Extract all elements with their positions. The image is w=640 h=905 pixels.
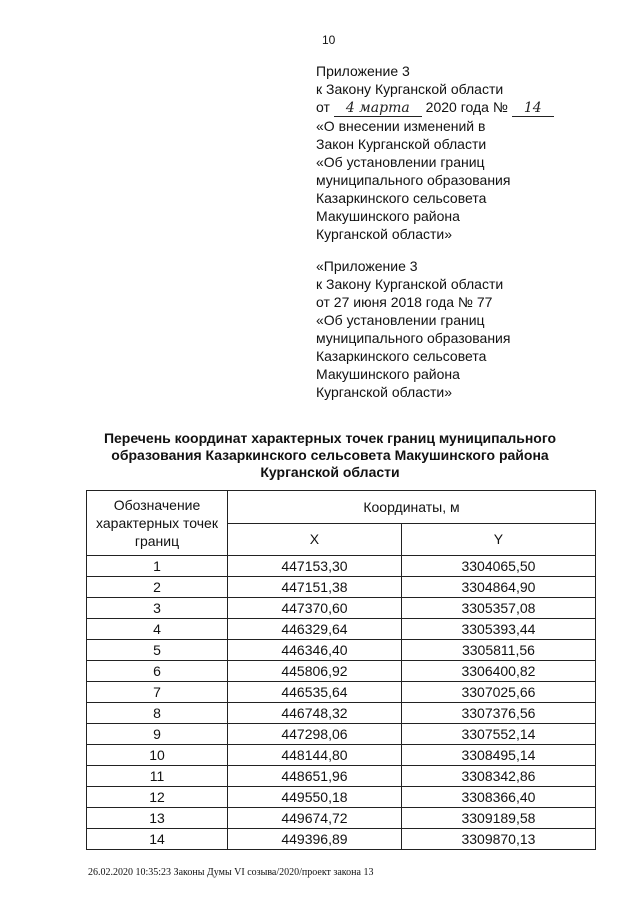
coord-y: 3308495,14	[401, 745, 595, 766]
header-designation-line: характерных точек	[96, 515, 218, 531]
header-designation-line: границ	[134, 533, 180, 549]
document-title	[60, 430, 600, 481]
point-number: 1	[87, 556, 228, 577]
table-row	[87, 745, 596, 766]
point-number: 13	[87, 808, 228, 829]
table-row	[87, 556, 596, 577]
coord-y: 3304065,50	[401, 556, 595, 577]
header-line: Макушинского района	[316, 208, 460, 224]
appendix-header-original	[316, 257, 510, 401]
header-line: Закон Курганской области	[316, 136, 487, 152]
coord-x: 446535,64	[228, 682, 402, 703]
coord-x: 445806,92	[228, 661, 402, 682]
coord-y: 3305357,08	[401, 598, 595, 619]
title-line: образования Казаркинского сельсовета Макушинского района	[111, 447, 549, 463]
from-label: от	[316, 99, 330, 115]
point-number: 3	[87, 598, 228, 619]
header-line: Приложение 3	[316, 63, 410, 79]
header-coordinates: Координаты, м	[228, 491, 596, 524]
coord-x: 449550,18	[228, 787, 402, 808]
coord-x: 448651,96	[228, 766, 402, 787]
table-row	[87, 577, 596, 598]
point-number: 14	[87, 829, 228, 850]
coord-x: 447370,60	[228, 598, 402, 619]
table-row	[87, 661, 596, 682]
header-line: Курганской области»	[316, 384, 453, 400]
coord-x: 446748,32	[228, 703, 402, 724]
header-line: «Приложение 3	[316, 258, 418, 274]
header-line: к Закону Курганской области	[316, 81, 504, 97]
point-number: 11	[87, 766, 228, 787]
header-line: Казаркинского сельсовета	[316, 190, 487, 206]
page-number: 10	[322, 33, 336, 47]
header-designation-line: Обозначение	[113, 497, 201, 513]
coordinates-table	[86, 490, 596, 850]
coord-x: 446329,64	[228, 619, 402, 640]
table-row	[87, 766, 596, 787]
header-line: «Об установлении границ	[316, 154, 485, 170]
coord-x: 447153,30	[228, 556, 402, 577]
point-number: 12	[87, 787, 228, 808]
table-row	[87, 682, 596, 703]
table-row	[87, 598, 596, 619]
point-number: 7	[87, 682, 228, 703]
table-row	[87, 619, 596, 640]
coord-y: 3307376,56	[401, 703, 595, 724]
coord-x: 448144,80	[228, 745, 402, 766]
table-row	[87, 829, 596, 850]
coord-x: 447151,38	[228, 577, 402, 598]
header-line: муниципального образования	[316, 172, 511, 188]
table-row	[87, 724, 596, 745]
appendix-header-amendment	[316, 62, 554, 243]
point-number: 9	[87, 724, 228, 745]
coord-y: 3306400,82	[401, 661, 595, 682]
coord-x: 447298,06	[228, 724, 402, 745]
header-designation	[87, 491, 228, 556]
header-line: Макушинского района	[316, 366, 460, 382]
coord-y: 3308342,86	[401, 766, 595, 787]
point-number: 2	[87, 577, 228, 598]
header-y: Y	[401, 523, 595, 556]
point-number: 10	[87, 745, 228, 766]
header-line: муниципального образования	[316, 330, 511, 346]
header-x: X	[228, 523, 402, 556]
coord-y: 3308366,40	[401, 787, 595, 808]
point-number: 5	[87, 640, 228, 661]
header-line: от 27 июня 2018 года № 77	[316, 294, 493, 310]
coord-y: 3304864,90	[401, 577, 595, 598]
point-number: 6	[87, 661, 228, 682]
handwritten-number: 14	[512, 101, 554, 117]
coord-x: 446346,40	[228, 640, 402, 661]
header-line: «О внесении изменений в	[316, 118, 486, 134]
handwritten-date: 4 марта	[334, 101, 422, 117]
table-row	[87, 808, 596, 829]
coord-x: 449396,89	[228, 829, 402, 850]
header-line: Казаркинского сельсовета	[316, 348, 487, 364]
header-line: к Закону Курганской области	[316, 276, 504, 292]
title-line: Перечень координат характерных точек границ муниципального	[103, 430, 557, 446]
coord-y: 3307552,14	[401, 724, 595, 745]
year-text: 2020 года №	[425, 99, 508, 115]
coord-y: 3309189,58	[401, 808, 595, 829]
coord-y: 3305393,44	[401, 619, 595, 640]
coord-y: 3305811,56	[401, 640, 595, 661]
table-row	[87, 787, 596, 808]
header-line: Курганской области»	[316, 226, 453, 242]
coord-x: 449674,72	[228, 808, 402, 829]
point-number: 4	[87, 619, 228, 640]
header-line: «Об установлении границ	[316, 312, 485, 328]
coord-y: 3307025,66	[401, 682, 595, 703]
point-number: 8	[87, 703, 228, 724]
footer-file-path: 26.02.2020 10:35:23 Законы Думы VI созыва/2020/проект закона 13	[88, 867, 374, 878]
coord-y: 3309870,13	[401, 829, 595, 850]
table-row	[87, 703, 596, 724]
title-line: Курганской области	[260, 464, 400, 480]
header-date-line	[316, 98, 554, 117]
table-row	[87, 640, 596, 661]
